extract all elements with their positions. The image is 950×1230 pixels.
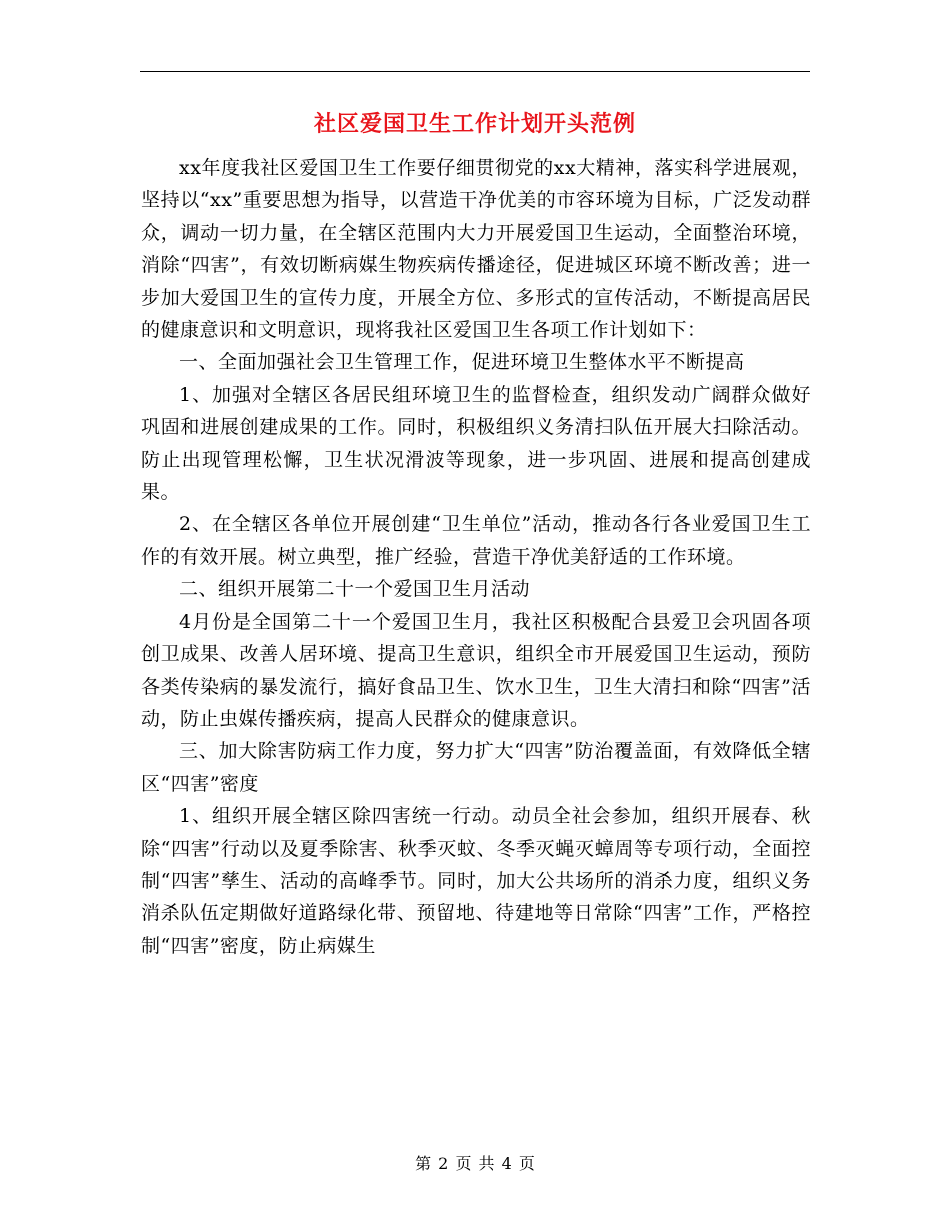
paragraph-3-1: 1、组织开展全辖区除四害统一行动。动员全社会参加，组织开展春、秋除“四害”行动以及夏季除害、秋季灭蚊、冬季灭蝇灭蟑周等专项行动，全面控制“四害”孳生、活动的高峰季节。同时，加大公共场所的消杀力度，组织义务消杀队伍定期做好道路绿化带、预留地、待建地等日常除“四害”工作，严格控制“四害”密度，防止病媒生 — [141, 805, 811, 957]
paragraph-2: 4月份是全国第二十一个爱国卫生月，我社区积极配合县爱卫会巩固各项创卫成果、改善人居环境、提高卫生意识，组织全市开展爱国卫生运动，预防各类传染病的暴发流行，搞好食品卫生、饮水卫生，卫生大清扫和除“四害”活动，防止虫媒传播疾病，提高人民群众的健康意识。 — [141, 610, 811, 730]
document-body — [141, 152, 811, 962]
paragraph-1-2: 2、在全辖区各单位开展创建“卫生单位”活动，推动各行各业爱国卫生工作的有效开展。树立典型，推广经验，营造干净优美舒适的工作环境。 — [141, 513, 811, 568]
section-heading-3: 三、加大除害防病工作力度，努力扩大“四害”防治覆盖面，有效降低全辖区“四害”密度 — [141, 740, 811, 795]
page-number-footer: 第 2 页 共 4 页 — [415, 1154, 535, 1173]
section-heading-2: 二、组织开展第二十一个爱国卫生月活动 — [179, 578, 531, 601]
paragraph-1-1: 1、加强对全辖区各居民组环境卫生的监督检查，组织发动广阔群众做好巩固和进展创建成果的工作。同时，积极组织义务清扫队伍开展大扫除活动。防止出现管理松懈，卫生状况滑波等现象，进一步巩固、进展和提高创建成果。 — [141, 383, 811, 504]
document-title: 社区爱国卫生工作计划开头范例 — [313, 111, 636, 137]
header-rule — [140, 71, 810, 72]
section-heading-1: 一、全面加强社会卫生管理工作，促进环境卫生整体水平不断提高 — [179, 351, 745, 374]
paragraph-intro: xx年度我社区爱国卫生工作要仔细贯彻党的xx大精神，落实科学进展观，坚持以“xx”重要思想为指导，以营造干净优美的市容环境为目标，广泛发动群众，调动一切力量，在全辖区范围内大力开展爱国卫生运动，全面整治环境，消除“四害”，有效切断病媒生物疾病传播途径，促进城区环境不断改善；进一步加大爱国卫生的宣传力度，开展全方位、多形式的宣传活动，不断提高居民的健康意识和文明意识，现将我社区爱国卫生各项工作计划如下： — [141, 157, 811, 342]
